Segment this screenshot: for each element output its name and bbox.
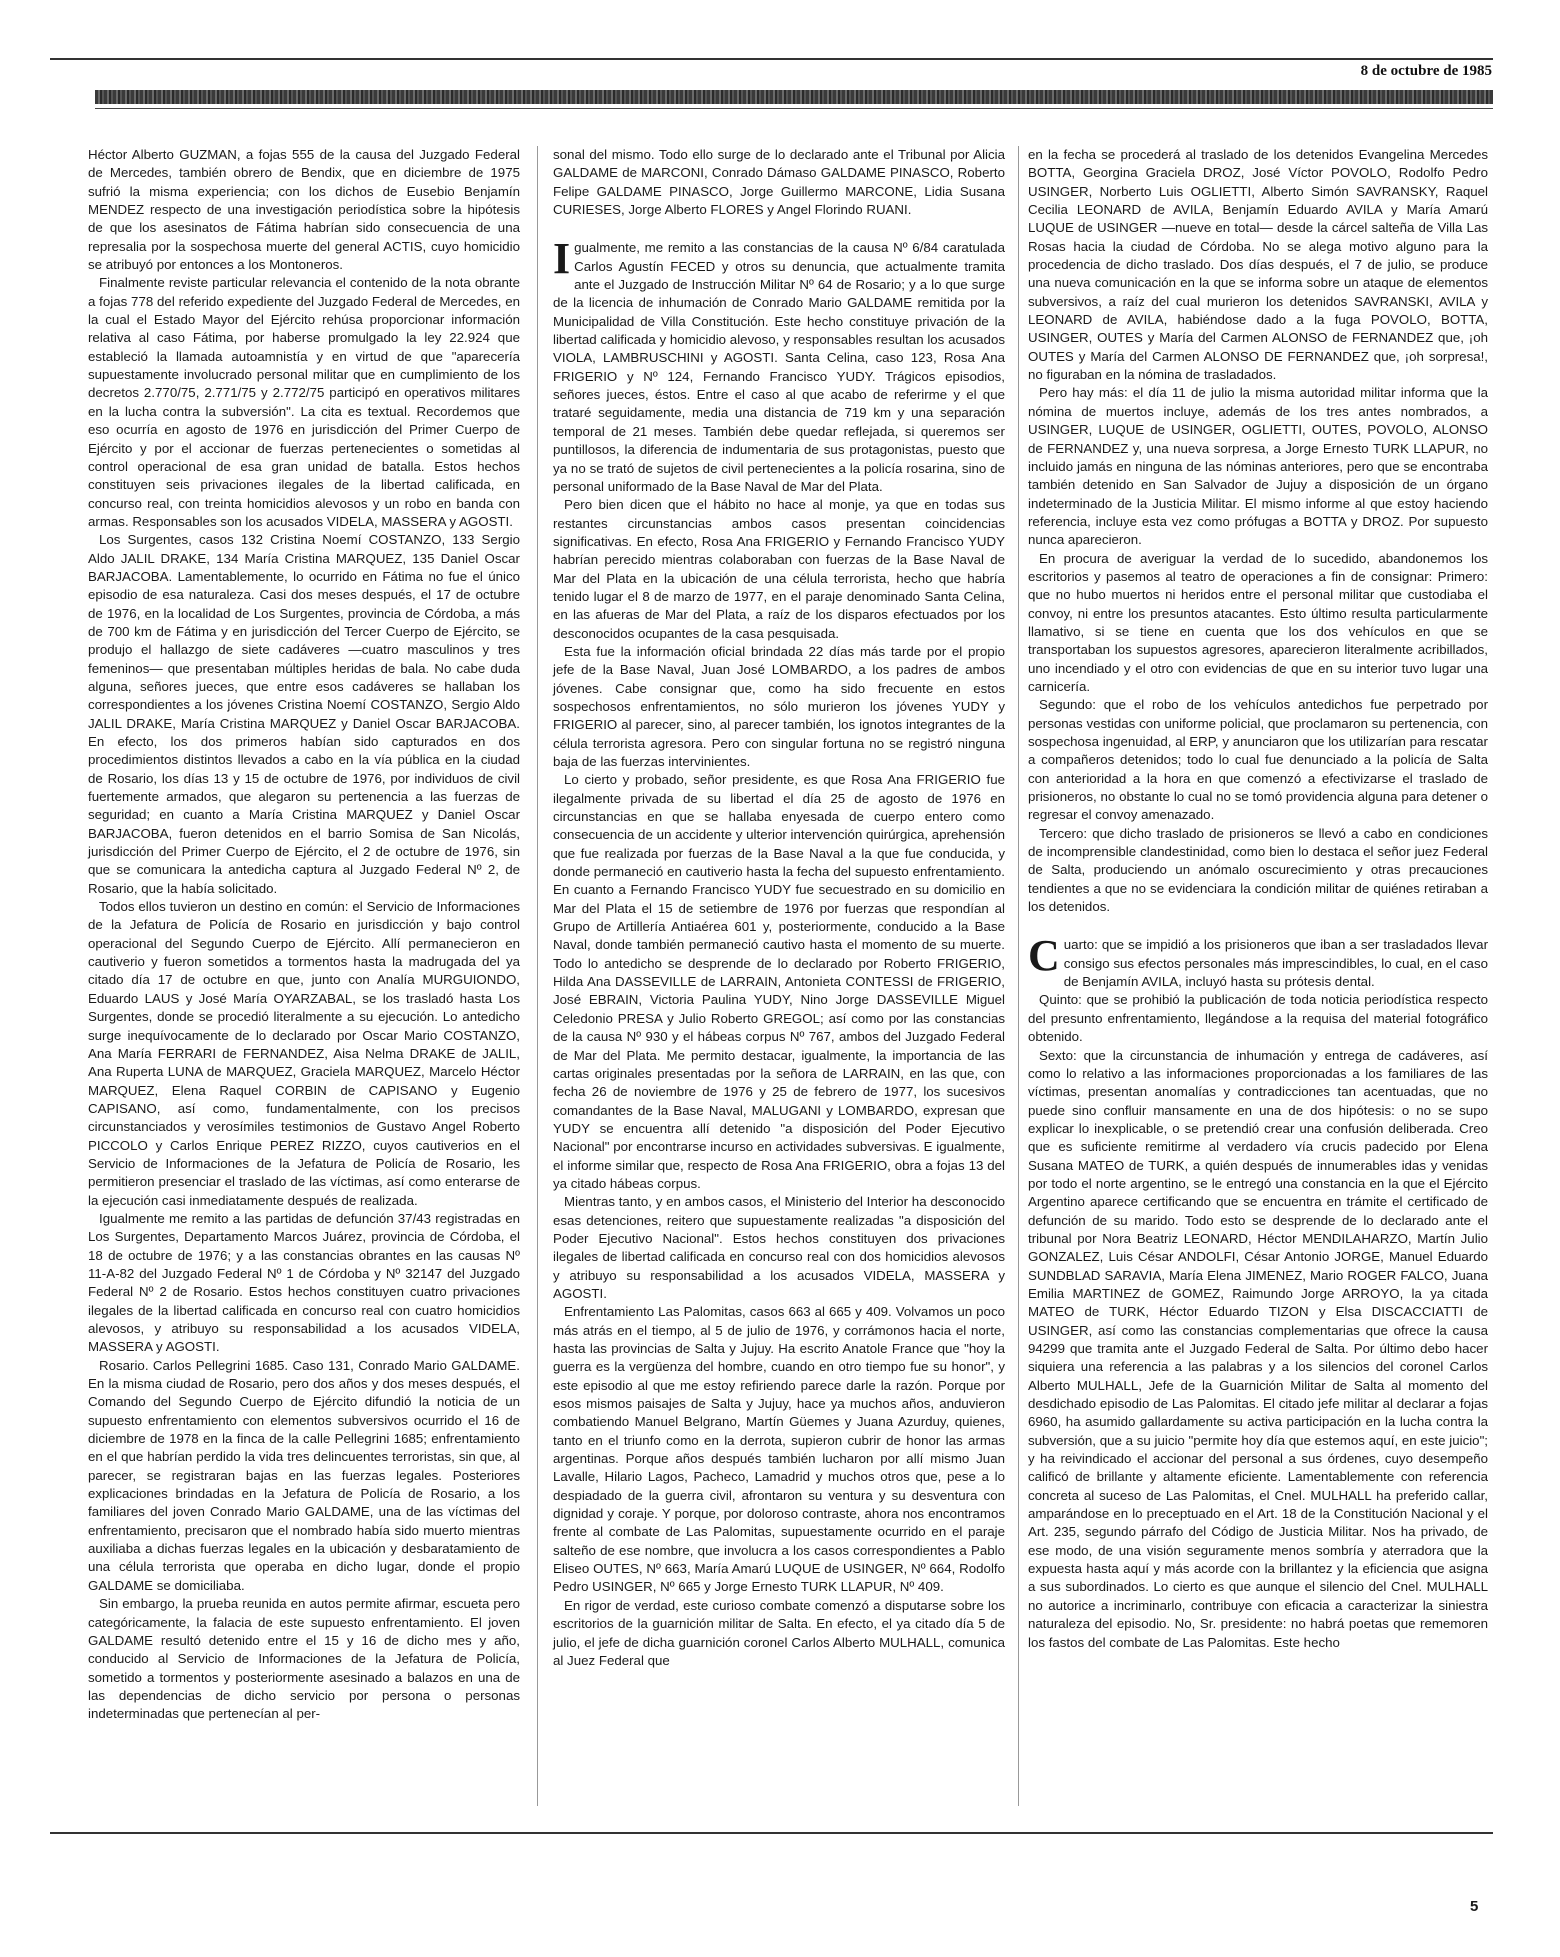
page-number: 5: [1470, 1898, 1479, 1915]
paragraph: gualmente, me remito a las constancias de la causa Nº 6/84 caratulada Carlos Agustín FECED y otros su denuncia, que actualmente tramita ante el Juzgado de Instrucción Militar Nº 64 de Rosario; y a lo que surge de la licencia de inhumación de Conrado Mario GALDAME remitida por la Municipalidad de Villa Constitución. Este hecho constituye privación de la libertad calificada y homicidio alevoso, y responsables resultan los acusados VIOLA, LAMBRUSCHINI y AGOSTI. Santa Celina, caso 123, Rosa Ana FRIGERIO y Nº 124, Fernando Francisco YUDY. Trágicos episodios, señores jueces, éstos. Entre el caso al que acabo de referirme y el que trataré seguidamente, media una distancia de 719 km y una separación temporal de 21 meses. También debe quedar reflejada, si queremos ser puntillosos, la diferencia de indumentaria de sus protagonistas, puesto que ya no se trató de sujetos de civil pertenecientes a la policía rosarina, sino de personal uniformado de la Base Naval de Mar del Plata.: [553, 240, 1005, 494]
header-band: [95, 90, 1493, 104]
paragraph: Lo cierto y probado, señor presidente, es que Rosa Ana FRIGERIO fue ilegalmente privada de su libertad el día 25 de agosto de 1976 en circunstancias en que se hallaba enyesada de cuerpo entero como consecuencia de un accidente y ulterior intervención quirúrgica, aprehensión que fue realizada por fuerzas de la Base Naval a la que fue conducida, y donde permaneció en cautiverio hasta la fecha del supuesto enfrentamiento. En cuanto a Fernando Francisco YUDY fue secuestrado en su domicilio en Mar del Plata el 15 de setiembre de 1976 por fuerzas que respondían al Grupo de Artillería Antiaérea 601 y, posteriormente, conducido a la Base Naval, donde también permaneció cautivo hasta el momento de su muerte. Todo lo antedicho se desprende de lo declarado por Roberto FRIGERIO, Hilda Ana DASSEVILLE de LARRAIN, Antonieta CONTESSI de FRIGERIO, José EBRAIN, Victoria Paulina YUDY, Nino Jorge DASSEVILLE Miguel Celedonio PRESA y Julio Roberto GREGOL; así como por las constancias de la causa Nº 930 y el hábeas corpus Nº 767, ambos del Juzgado Federal de Mar del Plata. Me permito destacar, igualmente, la importancia de las cartas originales presentadas por la señora de LARRAIN, en las que, con fecha 26 de noviembre de 1976 y 25 de febrero de 1977, los sucesivos comandantes de la Base Naval, MALUGANI y LOMBARDO, expresan que YUDY se encuentra allí detenido "a disposición del Poder Ejecutivo Nacional" por encontrarse incurso en actividades subversivas. E igualmente, el informe similar que, respecto de Rosa Ana FRIGERIO, obra a fojas 13 del ya citado hábeas corpus.: [553, 772, 1005, 1191]
paragraph: uarto: que se impidió a los prisioneros que iban a ser trasladados llevar consigo sus efectos personales más imprescindibles, lo cual, en el caso de Benjamín AVILA, incluyó hasta su prótesis dental.: [1063, 937, 1488, 990]
paragraph: En procura de averiguar la verdad de lo sucedido, abandonemos los escritorios y pasemos al teatro de operaciones a fin de consignar: Primero: que no hubo muertos ni heridos entre el personal militar que custodiaba el convoy, ni entre los presuntos atacantes. Esto último resulta particularmente llamativo, si se tiene en cuenta que los dos vehículos en que se transportaban los supuestos agresores, aparecieron literalmente acribillados, uno incendiado y el otro con evidencias de que en su interior tuvo lugar una carnicería.: [1028, 550, 1488, 694]
paragraph: Enfrentamiento Las Palomitas, casos 663 al 665 y 409. Volvamos un poco más atrás en el tiempo, al 5 de julio de 1976, y corrámonos hacia el norte, hasta las provincias de Salta y Jujuy. Ha escrito Anatole France que "hoy la guerra es la vergüenza del hombre, cuando en otro tiempo fue su honor", y este episodio al que me estoy refiriendo parece darle la razón. Porque por esos mismos paisajes de Salta y Jujuy, hace ya muchos años, anduvieron combatiendo Manuel Belgrano, Martín Güemes y Juana Azurduy, quienes, tanto en el triunfo como en la derrota, supieron cubrir de honor las armas argentinas. Porque años después también lucharon por allí mismo Juan Lavalle, Hilario Lagos, Pacheco, Lamadrid y muchos otros que, pese a lo despiadado de la guerra civil, afrontaron su ventura y su desventura con dignidad y coraje. Y porque, por doloroso contraste, ahora nos encontramos frente al combate de Las Palomitas, supuestamente ocurrido en el paraje salteño de ese nombre, que involucra a los casos correspondientes a Pablo Eliseo OUTES, Nº 663, María Amarú LUQUE de USINGER, Nº 664, Rodolfo Pedro USINGER, Nº 665 y Jorge Ernesto TURK LLAPUR, Nº 409.: [553, 1304, 1005, 1595]
dropcap-letter: I: [553, 234, 571, 284]
paragraph: Rosario. Carlos Pellegrini 1685. Caso 131, Conrado Mario GALDAME. En la misma ciudad de Rosario, pero dos años y dos meses después, el Comando del Segundo Cuerpo de Ejército difundió la noticia de un supuesto enfrentamiento con elementos subversivos ocurrido el 16 de diciembre de 1978 en la finca de la calle Pellegrini 1685; enfrentamiento en el que habrían perdido la vida tres delincuentes terroristas, sin que, al parecer, se registraran bajas en las fuerzas legales. Posteriores explicaciones brindadas en la Jefatura de Policía de Rosario, a los familiares del joven Conrado Mario GALDAME, una de las víctimas del enfrentamiento, precisaron que el nombrado había sido muerto mientras auxiliaba a dichas fuerzas legales en la ubicación y desbaratamiento de una célula terrorista que operaba en dicho lugar, donde el propio GALDAME se domiciliaba.: [88, 1357, 520, 1593]
paragraph: Héctor Alberto GUZMAN, a fojas 555 de la causa del Juzgado Federal de Mercedes, también obrero de Bendix, que en diciembre de 1975 sufrió la misma experiencia; con los dichos de Eusebio Benjamín MENDEZ respecto de una investigación periodística sobre la hipótesis de que los asesinatos de Fátima habrían sido consecuencia de una represalia por la sospechosa muerte del general ACTIS, cuyo homicidio se atribuyó por entonces a los Montoneros.: [88, 147, 520, 273]
article-column-2: [553, 146, 1005, 1670]
paragraph: Quinto: que se prohibió la publicación de toda noticia periodística respecto del presunto enfrentamiento, llegándose a la requisa del material fotográfico obtenido.: [1028, 992, 1488, 1045]
article-column-1: [88, 146, 520, 1724]
dropcap-paragraph: [1028, 931, 1488, 991]
paragraph: Pero bien dicen que el hábito no hace al monje, ya que en todas sus restantes circunstancias ambos casos presentan coincidencias significativas. En efecto, Rosa Ana FRIGERIO y Fernando Francisco YUDY habrían perecido mientras colaboraban con fuerzas de la Base Naval de Mar del Plata en la ubicación de una célula terrorista, hecho que habría tenido lugar el 8 de marzo de 1977, en el paraje denominado Santa Celina, en las afueras de Mar del Plata, a raíz de los disparos efectuados por los desconocidos ocupantes de la casa pesquisada.: [553, 497, 1005, 641]
paragraph: Sin embargo, la prueba reunida en autos permite afirmar, escueta pero categóricamente, la falacia de este supuesto enfrentamiento. El joven GALDAME resultó detenido entre el 15 y 16 de dicho mes y año, conducido al Servicio de Informaciones de la Jefatura de Policía, sometido a tormentos y posteriormente asesinado a balazos en una de las dependencias de dicho servicio por persona o personas indeterminadas que pertenecían al per-: [88, 1596, 520, 1722]
dropcap-letter: C: [1028, 931, 1060, 981]
header-band-rule: [95, 108, 1493, 109]
paragraph: sonal del mismo. Todo ello surge de lo declarado ante el Tribunal por Alicia GALDAME de MARCONI, Conrado Dámaso GALDAME PINASCO, Roberto Felipe GALDAME PINASCO, Jorge Guillermo MARCONE, Lidia Susana CURIESES, Jorge Alberto FLORES y Angel Florindo RUANI.: [553, 147, 1005, 218]
paragraph: Todos ellos tuvieron un destino en común: el Servicio de Informaciones de la Jefatura de Policía de Rosario en jurisdicción y bajo control operacional del Segundo Cuerpo de Ejército. Allí permanecieron en cautiverio y fueron sometidos a tormentos hasta la madrugada del ya citado día 17 de octubre en que, junto con Analía MURGUIONDO, Eduardo LAUS y José María OYARZABAL, se los trasladó hasta Los Surgentes, donde se procedió literalmente a su ejecución. Lo antedicho surge inequívocamente de lo declarado por Oscar Mario COSTANZO, Ana María FERRARI de FERNANDEZ, Aisa Nelma DRAKE de JALIL, Ana Ruperta LUNA de MARQUEZ, Graciela MARQUEZ, Marcelo Héctor MARQUEZ, Elena Raquel CORBIN de CAPISANO y Eugenio CAPISANO, así como, fundamentalmente, con los precisos circunstanciados y verosímiles testimonios de Gustavo Angel Roberto PICCOLO y Carlos Enrique PEREZ RIZZO, cuyos cautiverios en el Servicio de Informaciones de la Jefatura de Policía de Rosario, les permitieron presenciar el traslado de las víctimas, así como enterarse de la ejecución casi inmediatamente después de realizada.: [88, 899, 520, 1208]
paragraph: Esta fue la información oficial brindada 22 días más tarde por el propio jefe de la Base Naval, Juan José LOMBARDO, a los padres de ambos jóvenes. Cabe consignar que, como ha sido frecuente en estos sospechosos enfrentamientos, no sólo murieron los jóvenes YUDY y FRIGERIO al parecer, sino, al parecer también, los ignotos integrantes de la célula terrorista agresora. Pero con singular fortuna no se registró ninguna baja de las fuerzas intervinientes.: [553, 643, 1005, 769]
paragraph: Segundo: que el robo de los vehículos antedichos fue perpetrado por personas vestidas con uniforme policial, que proclamaron su pertenencia, con sospechosa ingenuidad, al ERP, y anunciaron que los utilizarían para rescatar a compañeros detenidos; todo lo cual fue denunciado a la policía de Salta con anterioridad a la hora en que comenzó a efectivizarse el traslado de prisioneros, no obstante lo cual no se tomó providencia alguna para detener o regresar el convoy amenazado.: [1028, 697, 1488, 823]
paragraph: En rigor de verdad, este curioso combate comenzó a disputarse sobre los escritorios de la guarnición militar de Salta. En efecto, el ya citado día 5 de julio, el jefe de dicha guarnición coronel Carlos Alberto MULHALL, comunica al Juez Federal que: [553, 1597, 1005, 1668]
paragraph: Finalmente reviste particular relevancia el contenido de la nota obrante a fojas 778 del referido expediente del Juzgado Federal de Mercedes, en la cual el Estado Mayor del Ejército rehúsa proporcionar información relativa al caso Fátima, por haberse promulgado la ley 22.924 que estableció la llamada autoamnistía y en virtud de que "aparecería supuestamente involucrado personal militar que en cumplimiento de los decretos 2.770/75, 2.771/75 y 2.772/75 participó en operativos militares en la lucha contra la subversión". La cita es textual. Recordemos que eso ocurría en agosto de 1976 en jurisdicción del Primer Cuerpo de Ejército y por el accionar de fuerzas pertenecientes o sometidas al control operacional de esa gran unidad de batalla. Estos hechos constituyen seis privaciones ilegales de la libertad calificada, en concurso real, con treinta homicidios alevosos y un robo en banda con armas. Responsables son los acusados VIDELA, MASSERA y AGOSTI.: [88, 275, 520, 529]
article-column-3: [1028, 146, 1488, 1652]
paragraph: Sexto: que la circunstancia de inhumación y entrega de cadáveres, así como lo relativo a las informaciones proporcionadas a los familiares de las víctimas, presentan anomalías y contradicciones tan acentuadas, que no puede sino confluir mansamente en una de dos hipótesis: o no se supo explicar lo inexplicable, o se pretendió crear una confusión deliberada. Creo que es suficiente remitirme al verdadero vía crucis padecido por Elena Susana MATEO de TURK, a quién después de innumerables idas y venidas por todo el norte argentino, se le entregó una constancia en la que el Ejército Argentino aparece certificando que se encuentra en trámite el certificado de defunción de su marido. Todo esto se desprende de lo declarado ante el tribunal por Nora Beatriz LEONARD, Héctor MENDILAHARZO, Martín Julio GONZALEZ, Luis César ANDOLFI, César Antonio JORGE, Manuel Eduardo SUNDBLAD SARAVIA, María Elena JIMENEZ, Mario ROGER FALCO, Juana Emilia MARTINEZ de GOMEZ, Raimundo Jorge ARROYO, la ya citada MATEO de TURK, Héctor Eduardo TIZON y Elsa DISCACCIATTI de USINGER, así como las constancias complementarias que ofrece la causa 94299 que tramita ante el Juzgado Federal de Salta. Por último debo hacer siquiera una referencia a las palabras y a los silencios del coronel Carlos Alberto MULHALL, Jefe de la Guarnición Militar de Salta al momento del desdichado episodio de Las Palomitas. El citado jefe militar al declarar a fojas 6960, ha asumido gallardamente su activa participación en la lucha contra la subversión, que a su juicio "permite hoy día que estemos aquí, en este juicio"; y ha reivindicado el accionar del personal a sus órdenes, cuyo desempeño calificó de brillante y altamente eficiente. Lamentablemente con referencia concreta al suceso de Las Palomitas, el Cnel. MULHALL ha preferido callar, amparándose en lo preceptuado en el Art. 18 de la Constitución Nacional y el Art. 235, segundo párrafo del Código de Justicia Militar. Nos ha privado, de ese modo, de una visión seguramente menos sombría y aterradora que la expuesta hasta aquí y más acorde con la brillantez y la eficiencia que asigna a sus subordinados. Lo cierto es que aunque el silencio del Cnel. MULHALL no autorice a incriminarlo, contribuye con eficacia a caracterizar la siniestra naturaleza del episodio. No, Sr. presidente: no habrá poetas que rememoren los fastos del combate de Las Palomitas. Este hecho: [1028, 1047, 1488, 1650]
paragraph: Tercero: que dicho traslado de prisioneros se llevó a cabo en condiciones de incomprensible clandestinidad, como bien lo destaca el señor juez Federal de Salta, produciendo un anómalo oscurecimiento y otras precauciones tendientes a que no se evidenciara la condición militar de quiénes retiraban a los detenidos.: [1028, 825, 1488, 915]
paragraph: Los Surgentes, casos 132 Cristina Noemí COSTANZO, 133 Sergio Aldo JALIL DRAKE, 134 María Cristina MARQUEZ, 135 Daniel Oscar BARJACOBA. Lamentablemente, lo ocurrido en Fátima no fue el único episodio de esa naturaleza. Casi dos meses después, el 17 de octubre de 1976, en la localidad de Los Surgentes, provincia de Córdoba, a más de 700 km de Fátima y en jurisdicción del Tercer Cuerpo de Ejército, se produjo el hallazgo de siete cadáveres —cuatro masculinos y tres femeninos— que presentaban múltiples heridas de bala. No cabe duda alguna, señores jueces, que entre esos cadáveres se hallaban los correspondientes a los jóvenes Cristina Noemí COSTANZO, Sergio Aldo JALIL DRAKE, María Cristina MARQUEZ y Daniel Oscar BARJACOBA. En efecto, los dos primeros habían sido capturados en dos procedimientos distintos llevados a cabo en la vía pública en la ciudad de Rosario, los días 13 y 15 de octubre de 1976, por individuos de civil fuertemente armados, que alegaron su pertenencia a las fuerzas de seguridad; en cuanto a María Cristina MARQUEZ y Daniel Oscar BARJACOBA, fueron detenidos en el barrio Somisa de San Nicolás, jurisdicción del Primer Cuerpo de Ejército, el 2 de octubre de 1976, sin que se comunicara la antedicha captura al Juzgado Federal Nº 2, de Rosario, que la había solicitado.: [88, 532, 520, 896]
issue-date: 8 de octubre de 1985: [1360, 63, 1492, 79]
paragraph: Pero hay más: el día 11 de julio la misma autoridad militar informa que la nómina de muertos incluye, además de los tres antes nombrados, a USINGER, LUQUE de USINGER, OGLIETTI, OUTES, POVOLO, ALONSO de FERNANDEZ y, una nueva sorpresa, a Jorge Ernesto TURK LLAPUR, no incluido jamás en ninguna de las nóminas anteriores, pero que se encontraba también detenido en San Salvador de Jujuy a disposición de un órgano indeterminado de la Justicia Militar. El mismo informe al que estoy haciendo referencia, incluye esta vez como prófugas a BOTTA y DROZ. Por supuesto nunca aparecieron.: [1028, 385, 1488, 548]
bottom-rule: [50, 1832, 1493, 1834]
top-rule: [50, 58, 1493, 60]
column-divider-1: [537, 146, 538, 1806]
paragraph: Igualmente me remito a las partidas de defunción 37/43 registradas en Los Surgentes, Departamento Marcos Juárez, provincia de Córdoba, el 18 de octubre de 1976; y a las constancias obrantes en las causas Nº 11-A-82 del Juzgado Federal Nº 1 de Córdoba y Nº 32147 del Juzgado Federal Nº 2 de Rosario. Estos hechos constituyen cuatro privaciones ilegales de la libertad calificada en concurso real con cuatro homicidios alevosos, y atribuyo su responsabilidad a los acusados VIDELA, MASSERA y AGOSTI.: [88, 1210, 520, 1355]
dropcap-paragraph: [553, 234, 1005, 496]
paragraph: en la fecha se procederá al traslado de los detenidos Evangelina Mercedes BOTTA, Georgina Graciela DROZ, José Víctor POVOLO, Rodolfo Pedro USINGER, Norberto Luis OGLIETTI, Alberto Simón SAVRANSKY, Raquel Cecilia LEONARD de AVILA, Benjamín Eduardo AVILA y María Amarú LUQUE de USINGER —nueve en total— desde la cárcel salteña de Villa Las Rosas hacia la ciudad de Córdoba. No se alega motivo alguno para la procedencia de dicho traslado. Dos días después, el 7 de julio, se produce una nueva comunicación en la que se informa sobre un ataque de elementos subversivos, a raíz del cual murieron los detenidos SAVRANSKI, AVILA y LEONARD de AVILA, habiéndose dado a la fuga POVOLO, BOTTA, USINGER, OUTES y María del Carmen ALONSO de FERNANDEZ que, ¡oh OUTES y María del Carmen ALONSO DE FERNANDEZ que, ¡oh sorpresa!, no figuraban en la nómina de trasladados.: [1028, 147, 1488, 383]
paragraph: Mientras tanto, y en ambos casos, el Ministerio del Interior ha desconocido esas detenciones, reitero que supuestamente realizadas "a disposición del Poder Ejecutivo Nacional". Estos hechos constituyen dos privaciones ilegales de libertad calificada en concurso real con dos homicidios alevosos y atribuyo su responsabilidad a los acusados VIDELA, MASSERA y AGOSTI.: [553, 1194, 1005, 1301]
column-divider-2: [1018, 146, 1019, 1806]
